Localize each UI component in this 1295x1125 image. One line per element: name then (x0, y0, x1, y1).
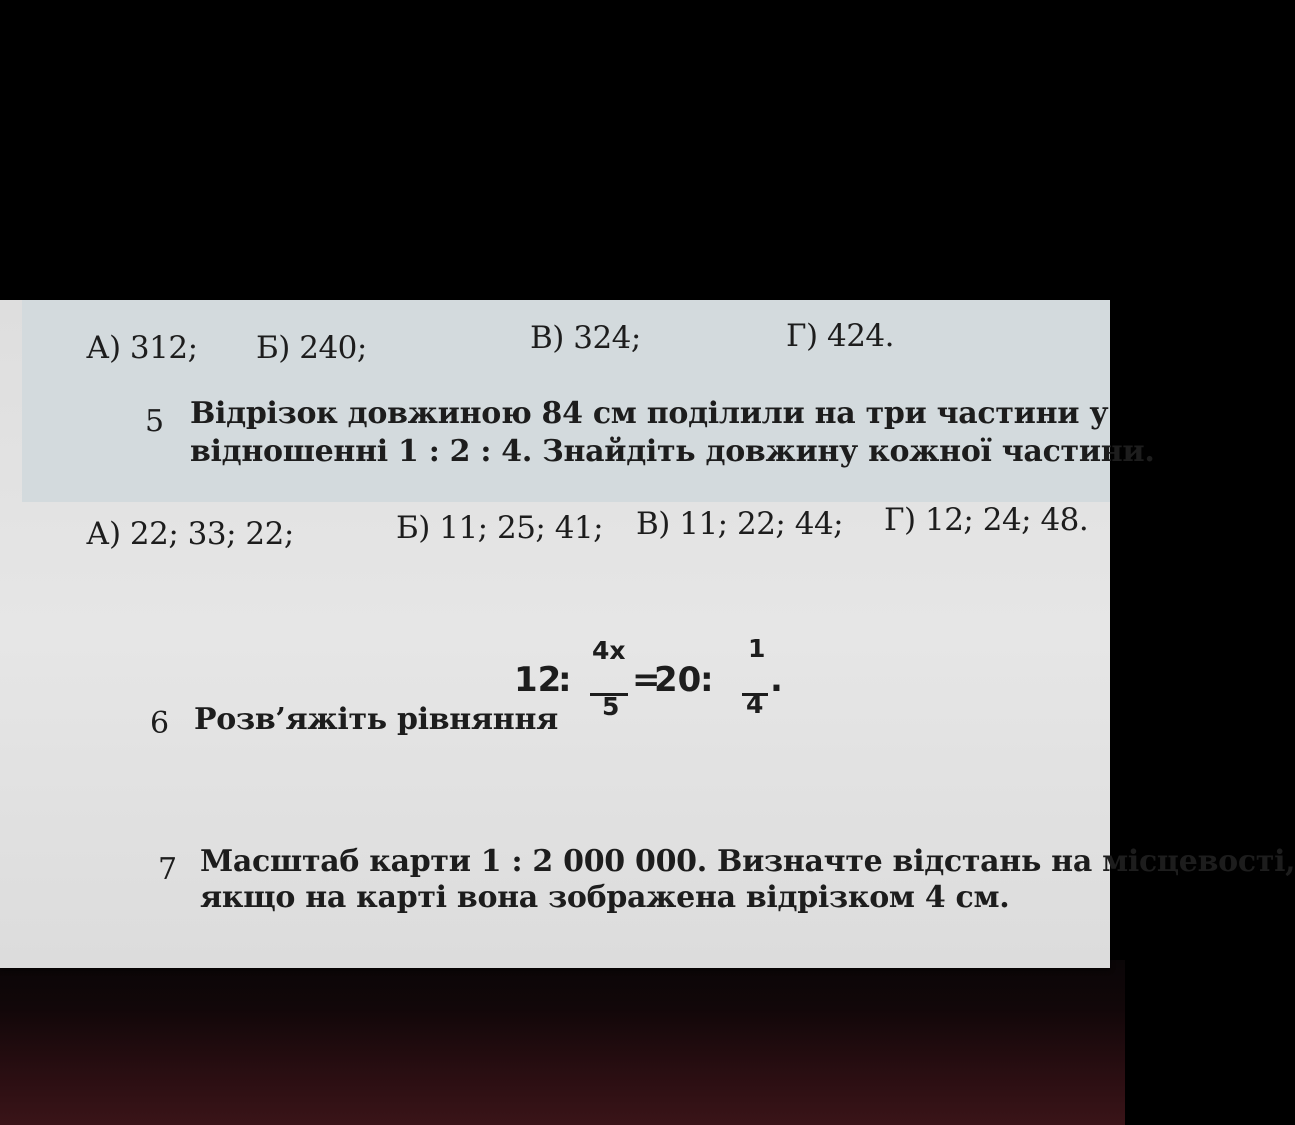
question-7-line1: Масштаб карти 1 : 2 000 000. Визначте відстань на місцевості, (200, 844, 1295, 879)
equation-frac1-numerator: 4x (592, 636, 626, 665)
equation-frac2-denominator: 4 (746, 690, 764, 719)
equation-frac2-numerator: 1 (748, 634, 766, 663)
equation-frac1-denominator: 5 (602, 692, 620, 721)
question-7-number: 7 (158, 852, 178, 887)
question-5-option-d: Г) 12; 24; 48. (884, 502, 1089, 538)
question-7-line2: якщо на карті вона зображена відрізком 4 см. (200, 880, 1010, 915)
equation-end-dot: . (770, 660, 783, 700)
prev-option-a: А) 312; (86, 330, 198, 366)
equation-right-int: 20 (654, 660, 702, 700)
question-5-option-a: А) 22; 33; 22; (86, 516, 294, 552)
question-6-number: 6 (150, 706, 170, 741)
prev-option-d: Г) 424. (786, 318, 894, 354)
question-5-line2: відношенні 1 : 2 : 4. Знайдіть довжину кожної частини. (190, 434, 1155, 469)
prev-option-b: Б) 240; (256, 330, 367, 366)
prev-option-c: В) 324; (530, 320, 641, 356)
question-5-option-c: В) 11; 22; 44; (636, 506, 844, 542)
background-bottom (0, 960, 1125, 1125)
question-6-text: Розв’яжіть рівняння (194, 702, 558, 737)
equation (514, 630, 814, 730)
equation-divide-1: : (558, 660, 572, 700)
question-5-option-b: Б) 11; 25; 41; (396, 510, 604, 546)
equation-divide-2: : (700, 660, 714, 700)
equation-left-int: 12 (514, 660, 562, 700)
question-5-number: 5 (145, 404, 165, 439)
question-5-line1: Відрізок довжиною 84 см поділили на три частини у (190, 396, 1109, 431)
equation-equals: = (632, 660, 661, 700)
